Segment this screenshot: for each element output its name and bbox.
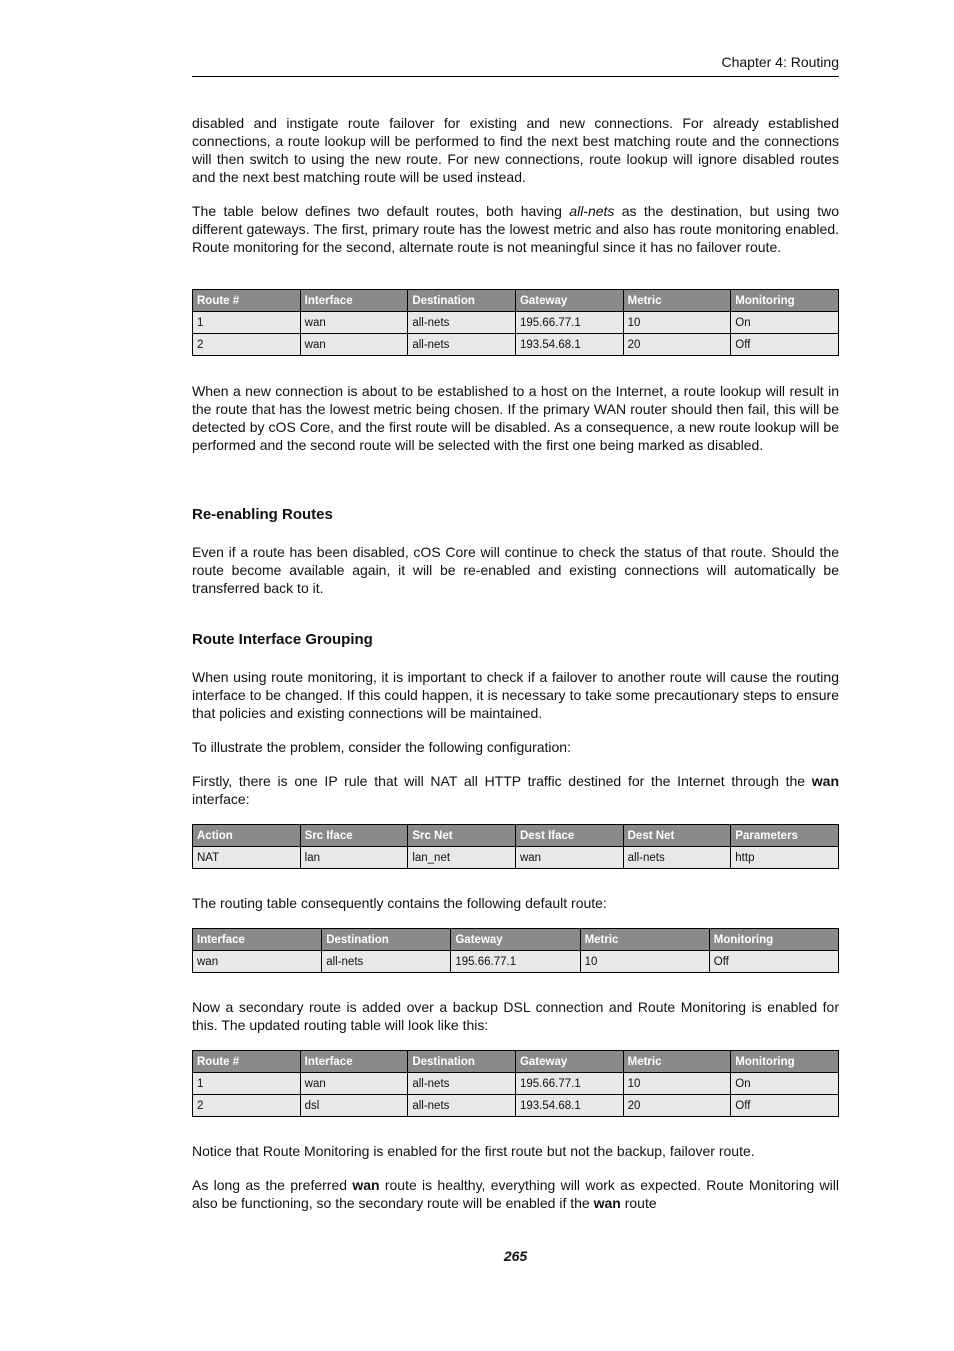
table-row: 2 dsl all-nets 193.54.68.1 20 Off — [193, 1095, 839, 1117]
table-row: wan all-nets 195.66.77.1 10 Off — [193, 951, 839, 973]
column-header: Destination — [408, 1051, 516, 1073]
paragraph-secondary-route: Now a secondary route is added over a backup DSL connection and Route Monitoring is enabled for this. The updated routing table will look like this: — [192, 999, 839, 1033]
column-header: Destination — [408, 290, 516, 312]
routes-table-1 — [192, 289, 839, 356]
paragraph-preferred-wan: As long as the preferred wan route is healthy, everything will work as expected. Route Monitoring will also be functioning, so the secondary route will be enabled if the wan route — [192, 1177, 839, 1211]
paragraph-route-lookup: When a new connection is about to be established to a host on the Internet, a route lookup will result in the route that has the lowest metric being chosen. If the primary WAN router should then fail, this will be detected by cOS Core, and the first route will be disabled. As a consequence, a new route lookup will be performed and the second route will be selected with the first one being marked as disabled. — [192, 383, 839, 453]
table-row: 1 wan all-nets 195.66.77.1 10 On — [193, 1073, 839, 1095]
section-heading-re-enabling: Re-enabling Routes — [192, 506, 333, 523]
paragraph-default-routes: The table below defines two default routes, both having all-nets as the destination, but using two different gateways. The first, primary route has the lowest metric and also has route monitoring enabled. Route monitoring for the second, alternate route is not meaningful since it has no failover route. — [192, 203, 839, 255]
column-header: Action — [193, 825, 301, 847]
paragraph-routing-table: The routing table consequently contains the following default route: — [192, 895, 607, 911]
bold-wan: wan — [811, 773, 839, 789]
page-number: 265 — [503, 1248, 528, 1264]
column-header: Metric — [623, 290, 731, 312]
table-row: 2 wan all-nets 193.54.68.1 20 Off — [193, 334, 839, 356]
emphasis-all-nets: all-nets — [569, 203, 615, 219]
column-header: Gateway — [451, 929, 580, 951]
column-header: Monitoring — [731, 290, 839, 312]
paragraph-ip-rule: Firstly, there is one IP rule that will NAT all HTTP traffic destined for the Internet through the wan interface: — [192, 773, 839, 807]
column-header: Gateway — [515, 1051, 623, 1073]
column-header: Destination — [322, 929, 451, 951]
column-header: Metric — [580, 929, 709, 951]
column-header: Parameters — [731, 825, 839, 847]
column-header: Monitoring — [731, 1051, 839, 1073]
bold-wan: wan — [593, 1195, 621, 1211]
column-header: Route # — [193, 290, 301, 312]
column-header: Src Iface — [300, 825, 408, 847]
paragraph-interface-grouping: When using route monitoring, it is important to check if a failover to another route will cause the routing interface to be changed. If this could happen, it is necessary to take some precautionary steps to ensure that policies and existing connections will be maintained. — [192, 669, 839, 721]
column-header: Gateway — [515, 290, 623, 312]
column-header: Dest Iface — [515, 825, 623, 847]
paragraph-re-enabling: Even if a route has been disabled, cOS Core will continue to check the status of that route. Should the route become available again, it will be re-enabled and existing connections will automatically be transferred back to it. — [192, 544, 839, 596]
column-header: Metric — [623, 1051, 731, 1073]
column-header: Interface — [193, 929, 322, 951]
column-header: Interface — [300, 290, 408, 312]
paragraph-illustrate: To illustrate the problem, consider the following configuration: — [192, 739, 571, 755]
paragraph-failover-intro: disabled and instigate route failover for existing and new connections. For already established connections, a route lookup will be performed to find the next best matching route and the connections will then switch to using the new route. For new connections, route lookup will ignore disabled routes and the next best matching route will be used instead. — [192, 115, 839, 185]
column-header: Dest Net — [623, 825, 731, 847]
default-route-table — [192, 928, 839, 973]
section-heading-interface-grouping: Route Interface Grouping — [192, 631, 373, 648]
column-header: Monitoring — [709, 929, 838, 951]
running-header: Chapter 4: Routing — [192, 54, 839, 77]
column-header: Route # — [193, 1051, 301, 1073]
paragraph-monitoring-notice: Notice that Route Monitoring is enabled for the first route but not the backup, failover route. — [192, 1143, 755, 1159]
column-header: Src Net — [408, 825, 516, 847]
bold-wan: wan — [352, 1177, 380, 1193]
column-header: Interface — [300, 1051, 408, 1073]
table-row: NAT lan lan_net wan all-nets http — [193, 847, 839, 869]
ip-rules-table — [192, 824, 839, 869]
table-row: 1 wan all-nets 195.66.77.1 10 On — [193, 312, 839, 334]
routes-table-2 — [192, 1050, 839, 1117]
